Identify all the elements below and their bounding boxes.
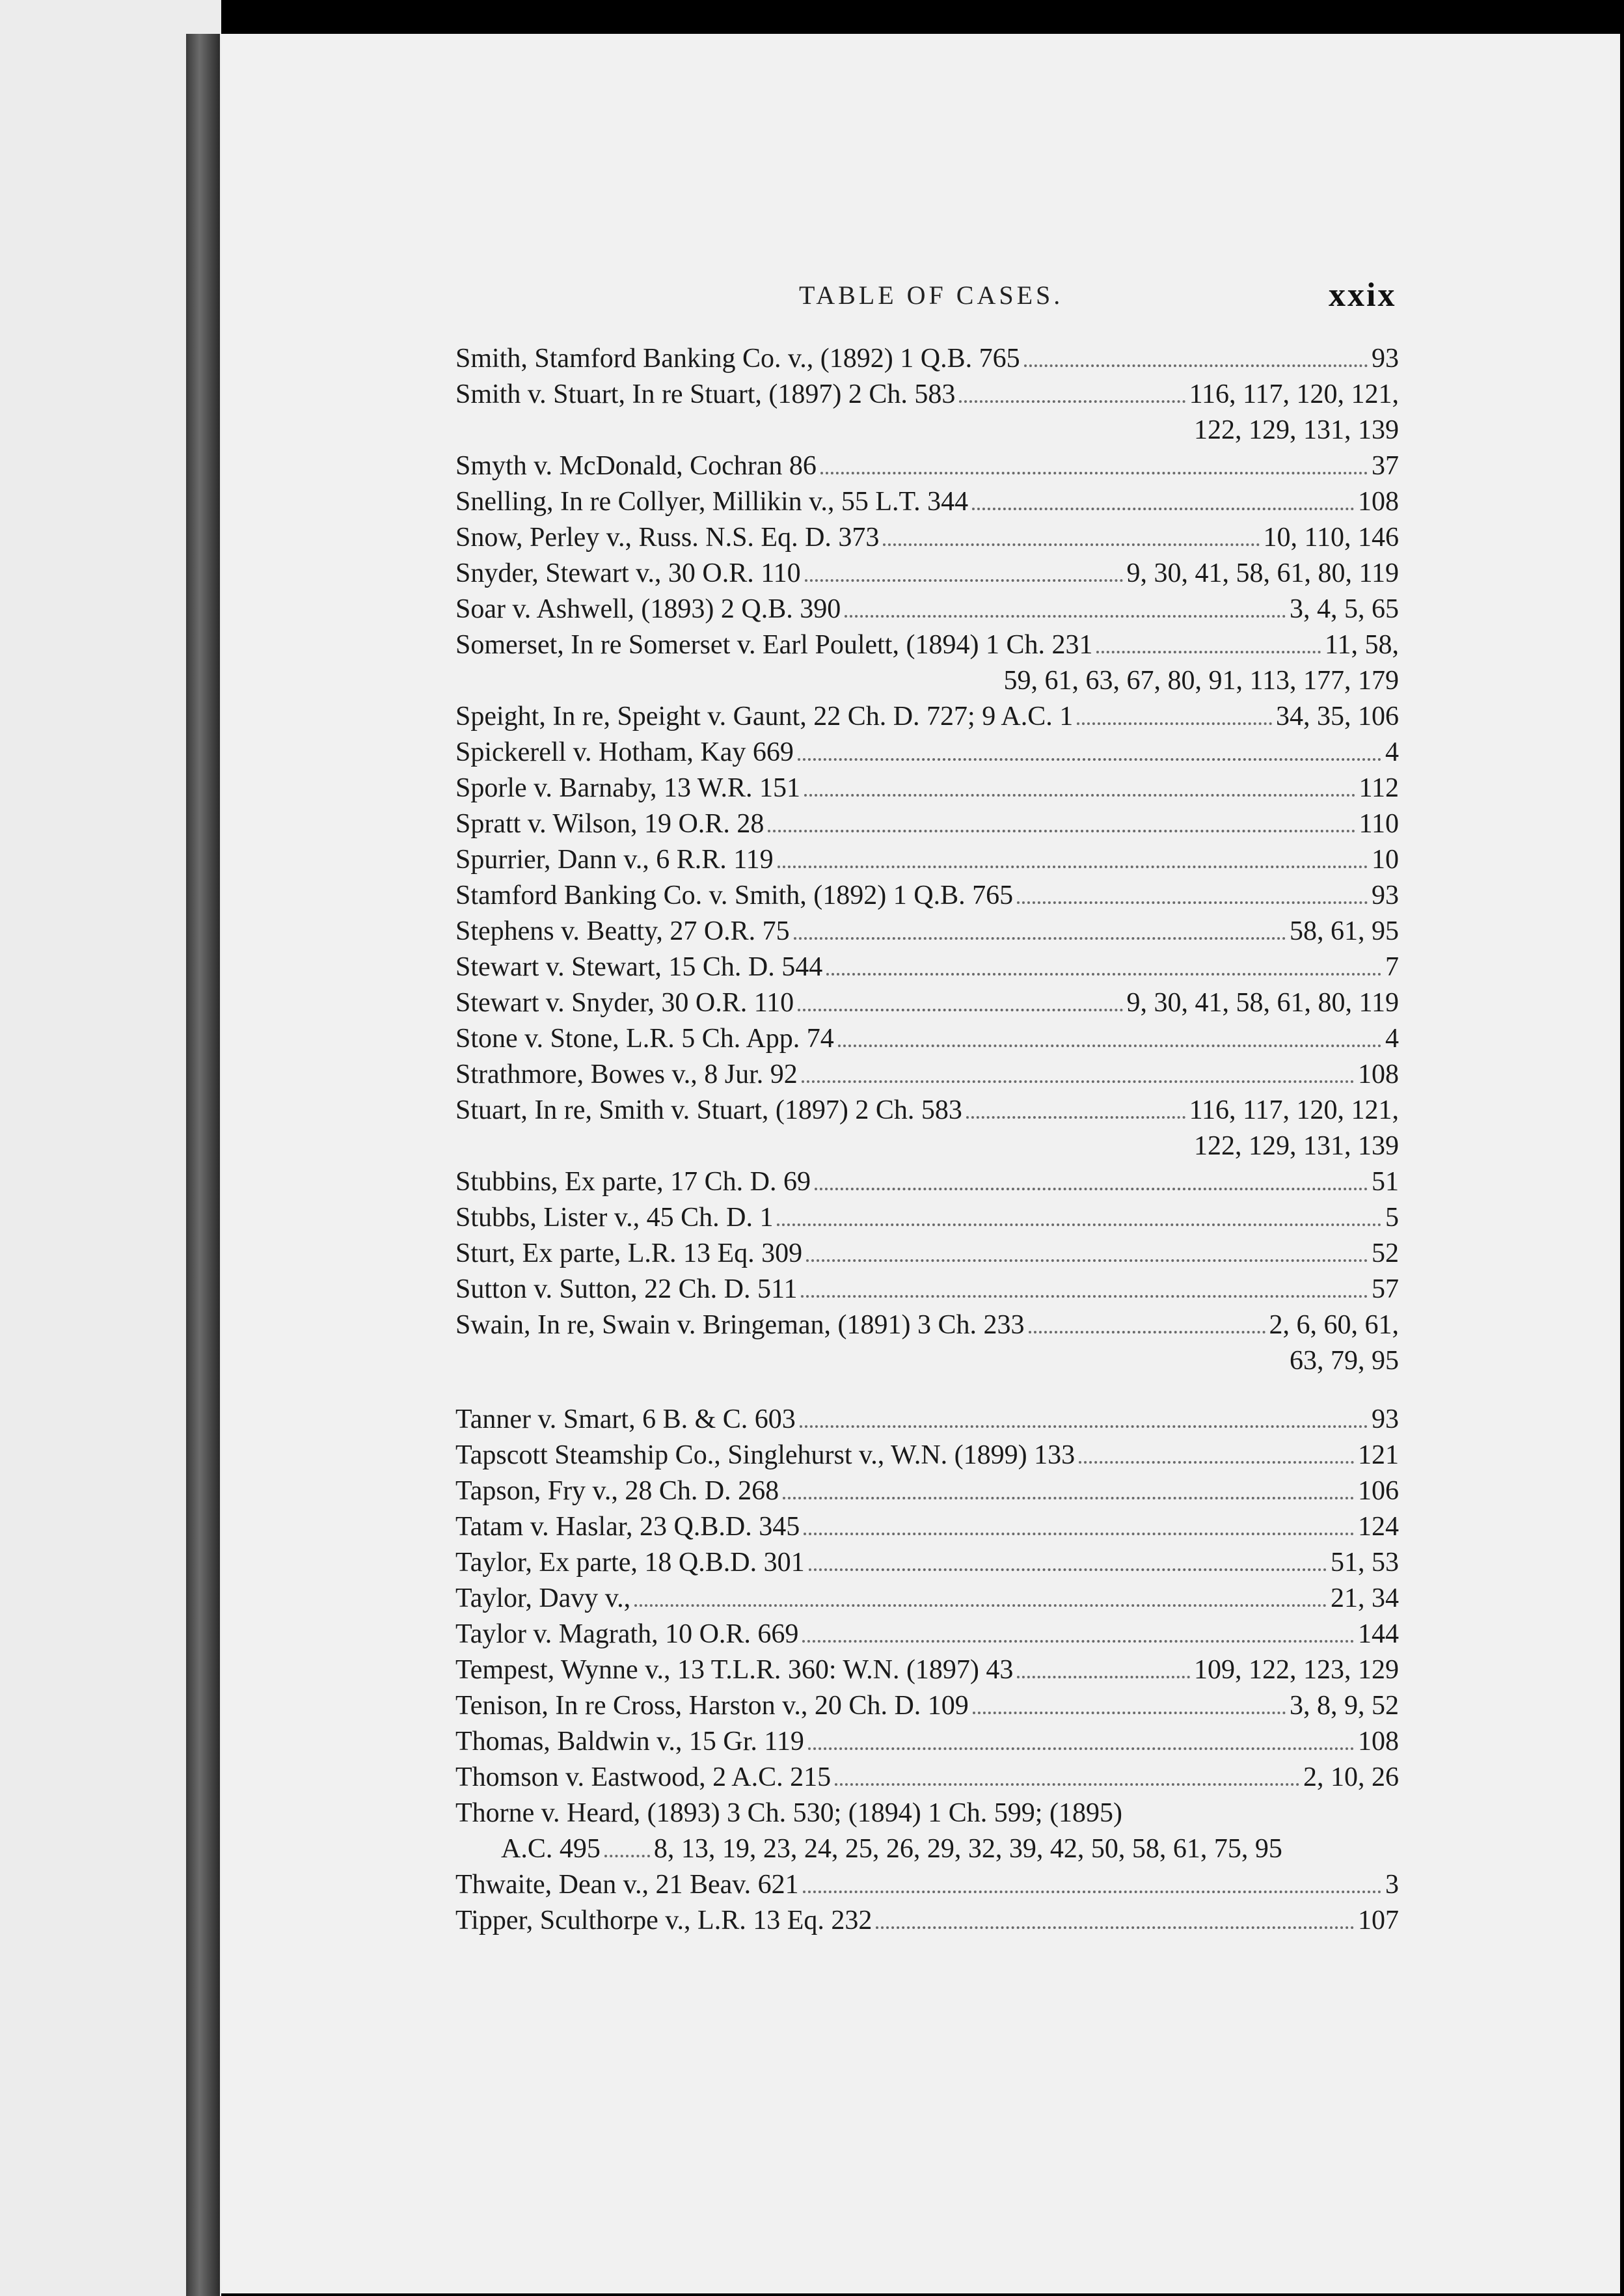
page-references: 109, 122, 123, 129: [1194, 1655, 1399, 1685]
case-title: Sporle v. Barnaby, 13 W.R. 151: [455, 773, 801, 803]
dot-leader: [838, 1045, 1381, 1047]
case-title: Speight, In re, Speight v. Gaunt, 22 Ch. D. 727; 9 A.C. 1: [455, 702, 1074, 731]
dot-leader: [1096, 651, 1321, 653]
case-title: Thomson v. Eastwood, 2 A.C. 215: [455, 1762, 832, 1792]
dot-leader: [794, 937, 1286, 940]
page-references: 116, 117, 120, 121,: [1189, 379, 1399, 409]
dot-leader: [835, 1783, 1299, 1786]
dot-leader: [783, 1497, 1354, 1499]
dot-leader: [804, 1533, 1354, 1535]
page-number: xxix: [1329, 277, 1397, 314]
case-title: Tanner v. Smart, 6 B. & C. 603: [455, 1404, 796, 1434]
page-references: 51, 53: [1331, 1548, 1399, 1578]
case-entry: [0, 950, 1624, 985]
case-entry: [0, 1473, 1624, 1509]
dot-leader: [883, 543, 1259, 546]
case-title: Taylor v. Magrath, 10 O.R. 669: [455, 1619, 799, 1649]
case-title: Taylor, Ex parte, 18 Q.B.D. 301: [455, 1548, 805, 1578]
page-references: 3, 4, 5, 65: [1290, 594, 1399, 624]
case-entry: [0, 341, 1624, 377]
page-references-continued: 122, 129, 131, 139: [1194, 1131, 1399, 1161]
case-entry: [0, 448, 1624, 484]
page-references: 37: [1372, 451, 1399, 481]
case-title: Snelling, In re Collyer, Millikin v., 55 L.T. 344: [455, 487, 969, 517]
page-references-continued: 8, 13, 19, 23, 24, 25, 26, 29, 32, 39, 42, 50, 58, 61, 75, 95: [653, 1834, 1282, 1864]
page-references: 93: [1372, 1404, 1399, 1434]
dot-leader: [826, 973, 1381, 976]
case-entry: [0, 1581, 1624, 1617]
page-references: 108: [1358, 1059, 1399, 1089]
case-title: Smith, Stamford Banking Co. v., (1892) 1 Q.B. 765: [455, 344, 1020, 374]
page-references: 106: [1358, 1476, 1399, 1506]
dot-leader: [972, 508, 1354, 510]
case-entry: [0, 1021, 1624, 1057]
page-references-continued: 122, 129, 131, 139: [1194, 415, 1399, 445]
page-references: 124: [1358, 1512, 1399, 1542]
case-title: Spratt v. Wilson, 19 O.R. 28: [455, 809, 765, 839]
dot-leader: [1024, 364, 1368, 367]
page-references: 93: [1372, 344, 1399, 374]
page-references: 10, 110, 146: [1263, 523, 1399, 553]
page-references: 21, 34: [1331, 1583, 1399, 1613]
page-references: 57: [1372, 1274, 1399, 1304]
case-entry: [0, 842, 1624, 878]
case-title: Tapscott Steamship Co., Singlehurst v., W.N. (1899) 133: [455, 1440, 1076, 1470]
case-entry: [0, 1796, 1624, 1867]
page-references: 3, 8, 9, 52: [1290, 1691, 1399, 1721]
case-entry: [0, 1903, 1624, 1939]
dot-leader: [801, 1295, 1368, 1298]
page-references: 58, 61, 95: [1290, 916, 1399, 946]
case-title: Stewart v. Stewart, 15 Ch. D. 544: [455, 952, 823, 982]
case-entry: [0, 1724, 1624, 1760]
citation-continuation: A.C. 495: [501, 1834, 601, 1864]
case-title: Strathmore, Bowes v., 8 Jur. 92: [455, 1059, 798, 1089]
case-entry: [0, 1545, 1624, 1581]
case-entry: [0, 627, 1624, 699]
case-entry: [0, 1509, 1624, 1545]
case-title: Sturt, Ex parte, L.R. 13 Eq. 309: [455, 1238, 803, 1268]
dot-leader: [778, 866, 1368, 868]
case-title: Tempest, Wynne v., 13 T.L.R. 360: W.N. (1897) 43: [455, 1655, 1014, 1685]
dot-leader: [876, 1926, 1354, 1929]
dot-leader: [966, 1116, 1185, 1119]
case-entry: [0, 1652, 1624, 1688]
case-entry: [0, 914, 1624, 950]
case-title: Spurrier, Dann v., 6 R.R. 119: [455, 845, 774, 875]
case-entry: [0, 1688, 1624, 1724]
dot-leader: [1077, 722, 1272, 725]
dot-leader: [803, 1891, 1381, 1893]
case-title: Somerset, In re Somerset v. Earl Poulett, (1894) 1 Ch. 231: [455, 630, 1093, 660]
case-title: Thwaite, Dean v., 21 Beav. 621: [455, 1870, 799, 1900]
dot-leader: [809, 1568, 1327, 1571]
case-entry: [0, 1236, 1624, 1272]
case-title: Stewart v. Snyder, 30 O.R. 110: [455, 988, 794, 1018]
dot-leader: [805, 579, 1123, 582]
page-references: 4: [1385, 1024, 1399, 1054]
case-entry: [0, 1200, 1624, 1236]
page-references: 112: [1359, 773, 1399, 803]
dot-leader: [604, 1855, 650, 1857]
dot-leader: [1017, 1676, 1190, 1678]
case-title: Tapson, Fry v., 28 Ch. D. 268: [455, 1476, 779, 1506]
case-entry: [0, 878, 1624, 914]
case-entry: [0, 985, 1624, 1021]
page-references: 9, 30, 41, 58, 61, 80, 119: [1126, 988, 1399, 1018]
case-entry: [0, 520, 1624, 556]
case-entry: [0, 806, 1624, 842]
case-entry: [0, 1057, 1624, 1093]
dot-leader: [802, 1080, 1354, 1083]
case-title: Tatam v. Haslar, 23 Q.B.D. 345: [455, 1512, 800, 1542]
page-references: 7: [1385, 952, 1399, 982]
case-title: Tenison, In re Cross, Harston v., 20 Ch. D. 109: [455, 1691, 969, 1721]
case-entry: [0, 1093, 1624, 1164]
dot-leader: [845, 615, 1286, 618]
dot-leader: [1079, 1461, 1354, 1464]
case-title: Smith v. Stuart, In re Stuart, (1897) 2 Ch. 583: [455, 379, 956, 409]
case-entry: [0, 1617, 1624, 1652]
dot-leader: [806, 1259, 1368, 1262]
case-entry: [0, 735, 1624, 771]
page-references: 3: [1385, 1870, 1399, 1900]
page-references: 10: [1372, 845, 1399, 875]
dot-leader: [1029, 1331, 1265, 1333]
page-references: 2, 10, 26: [1303, 1762, 1399, 1792]
case-title: Thomas, Baldwin v., 15 Gr. 119: [455, 1727, 804, 1756]
page-references: 110: [1359, 809, 1399, 839]
dot-leader: [777, 1223, 1381, 1226]
index-section-s: [0, 341, 1624, 1379]
case-title: Soar v. Ashwell, (1893) 2 Q.B. 390: [455, 594, 841, 624]
case-title: Smyth v. McDonald, Cochran 86: [455, 451, 817, 481]
case-title: Stuart, In re, Smith v. Stuart, (1897) 2 Ch. 583: [455, 1095, 962, 1125]
page-references: 108: [1358, 487, 1399, 517]
case-entry: [0, 699, 1624, 735]
page-references: 4: [1385, 737, 1399, 767]
page-header: [0, 273, 1624, 325]
dot-leader: [959, 400, 1185, 403]
case-entry: [0, 1164, 1624, 1200]
page-references: 11, 58,: [1325, 630, 1399, 660]
page-references: 52: [1372, 1238, 1399, 1268]
page-references: 34, 35, 106: [1276, 702, 1399, 731]
case-title: Thorne v. Heard, (1893) 3 Ch. 530; (1894) 1 Ch. 599; (1895): [455, 1798, 1122, 1828]
case-title: Stamford Banking Co. v. Smith, (1892) 1 Q.B. 765: [455, 881, 1014, 910]
case-entry: [0, 1867, 1624, 1903]
case-title: Snow, Perley v., Russ. N.S. Eq. D. 373: [455, 523, 880, 553]
case-entry: [0, 771, 1624, 806]
page-references: 107: [1358, 1906, 1399, 1935]
case-title: Stone v. Stone, L.R. 5 Ch. App. 74: [455, 1024, 834, 1054]
case-entry: [0, 556, 1624, 592]
dot-leader: [804, 794, 1355, 797]
dot-leader: [800, 1425, 1368, 1428]
case-title: Tipper, Sculthorpe v., L.R. 13 Eq. 232: [455, 1906, 873, 1935]
case-entry: [0, 592, 1624, 627]
running-title: TABLE OF CASES.: [799, 280, 1064, 310]
case-entry: [0, 1438, 1624, 1473]
index-section-t: [0, 1402, 1624, 1939]
dot-leader: [1017, 901, 1368, 904]
dot-leader: [768, 830, 1355, 832]
case-title: Stubbins, Ex parte, 17 Ch. D. 69: [455, 1167, 811, 1197]
case-title: Snyder, Stewart v., 30 O.R. 110: [455, 558, 801, 588]
page-references: 51: [1372, 1167, 1399, 1197]
case-title: Taylor, Davy v.,: [455, 1583, 631, 1613]
dot-leader: [634, 1604, 1327, 1607]
page-references-continued: 59, 61, 63, 67, 80, 91, 113, 177, 179: [1003, 666, 1399, 696]
dot-leader: [973, 1712, 1286, 1714]
case-entry: [0, 1760, 1624, 1796]
page-references: 5: [1385, 1203, 1399, 1233]
page-references: 116, 117, 120, 121,: [1189, 1095, 1399, 1125]
page-references: 9, 30, 41, 58, 61, 80, 119: [1126, 558, 1399, 588]
page-references: 93: [1372, 881, 1399, 910]
dot-leader: [798, 1009, 1122, 1011]
dot-leader: [808, 1747, 1354, 1750]
page-references: 121: [1358, 1440, 1399, 1470]
case-title: Stephens v. Beatty, 27 O.R. 75: [455, 916, 790, 946]
case-title: Sutton v. Sutton, 22 Ch. D. 511: [455, 1274, 798, 1304]
case-entry: [0, 484, 1624, 520]
page-references: 2, 6, 60, 61,: [1269, 1310, 1399, 1340]
case-title: Spickerell v. Hotham, Kay 669: [455, 737, 794, 767]
case-title: Stubbs, Lister v., 45 Ch. D. 1: [455, 1203, 774, 1233]
dot-leader: [820, 472, 1368, 474]
case-entry: [0, 1272, 1624, 1307]
case-entry: [0, 377, 1624, 448]
case-entry: [0, 1307, 1624, 1379]
dot-leader: [815, 1188, 1368, 1190]
page-references: 144: [1358, 1619, 1399, 1649]
case-entry: [0, 1402, 1624, 1438]
page-references-continued: 63, 79, 95: [1290, 1346, 1399, 1376]
dot-leader: [802, 1640, 1354, 1643]
page-references: 108: [1358, 1727, 1399, 1756]
dot-leader: [798, 758, 1381, 761]
case-title: Swain, In re, Swain v. Bringeman, (1891) 3 Ch. 233: [455, 1310, 1025, 1340]
